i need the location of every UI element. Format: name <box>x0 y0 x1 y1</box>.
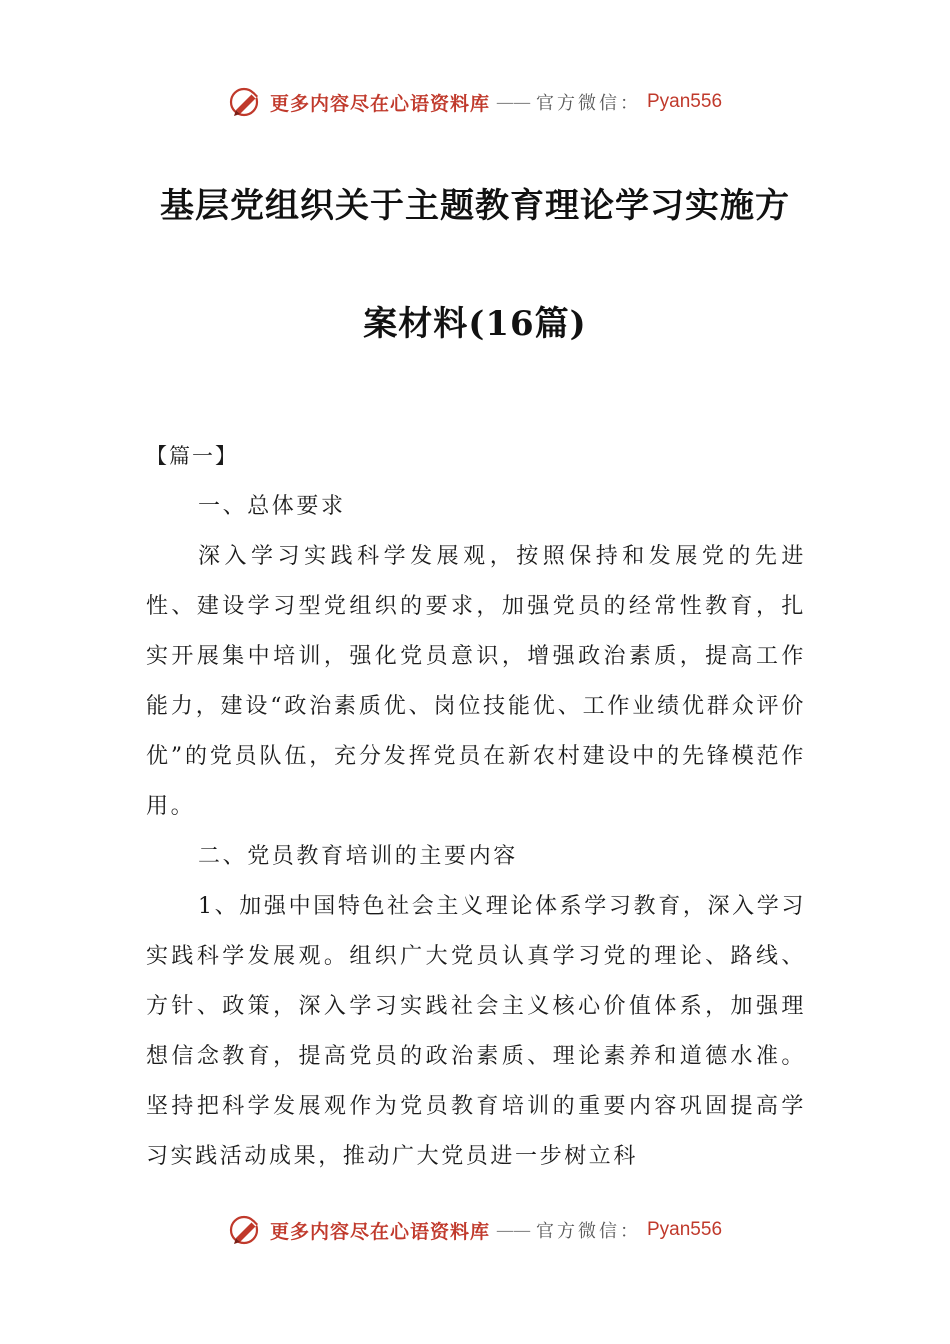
watermark-dash: —— <box>496 91 530 113</box>
document-title-line-1: 基层党组织关于主题教育理论学习实施方 <box>160 186 790 226</box>
paragraph-item-1: 1、加强中国特色社会主义理论体系学习教育，深入学习实践科学发展观。组织广大党员认真学习党的理论、路线、方针、政策，深入学习实践社会主义核心价值体系，加强理想信念教育，提高党员的政治素质、理论素养和道德水准。坚持把科学发展观作为党员教育培训的重要内容巩固提高学习实践活动成果，推动广大党员进一步树立科 <box>146 894 806 1169</box>
heading-training-content: 二、党员教育培训的主要内容 <box>198 844 518 869</box>
document-body <box>146 482 806 1182</box>
watermark-text: 更多内容尽在心语资料库 <box>269 92 490 115</box>
watermark-label: 官方微信： <box>536 1221 641 1242</box>
paragraph-requirements: 深入学习实践科学发展观，按照保持和发展党的先进性、建设学习型党组织的要求，加强党员的经常性教育，扎实开展集中培训，强化党员意识，增强政治素质，提高工作能力，建设“政治素质优、岗位技能优、工作业绩优群众评价优”的党员队伍，充分发挥党员在新农村建设中的先锋模范作用。 <box>146 544 806 819</box>
heading-overall-requirements: 一、总体要求 <box>198 494 346 519</box>
pen-logo-icon <box>228 1212 264 1248</box>
footer-watermark-banner <box>0 1210 950 1250</box>
watermark-label: 官方微信： <box>536 93 641 114</box>
document-title-line-2: 案材料(16篇) <box>363 304 587 344</box>
watermark-dash: —— <box>496 1219 530 1241</box>
pen-logo-icon <box>228 84 264 120</box>
header-watermark-banner <box>0 82 950 122</box>
watermark-text: 更多内容尽在心语资料库 <box>269 1220 490 1243</box>
section-tag: 【篇一】 <box>146 444 238 468</box>
watermark-account: Pyan556 <box>647 91 723 112</box>
watermark-account: Pyan556 <box>647 1219 723 1240</box>
